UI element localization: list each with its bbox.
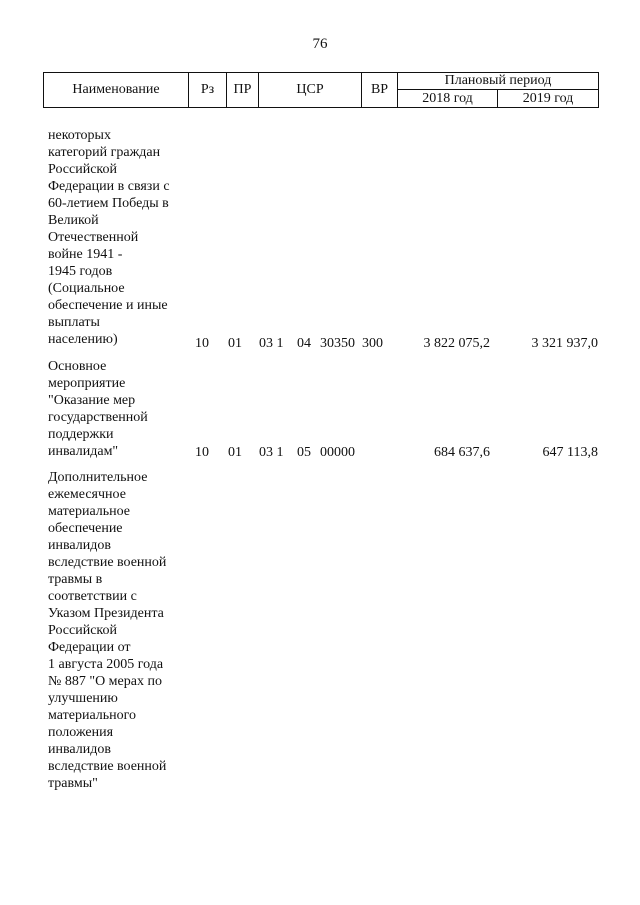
column-header-plan-period: Плановый период xyxy=(398,73,598,90)
row-pr: 01 xyxy=(228,336,242,351)
column-header-vr: ВР xyxy=(362,73,398,107)
row-rz: 10 xyxy=(195,336,209,351)
table-header xyxy=(43,72,599,108)
column-header-name: Наименование xyxy=(44,73,189,107)
page-number: 76 xyxy=(312,36,328,52)
table-row xyxy=(0,469,640,799)
row-value-2018: 3 822 075,2 xyxy=(423,336,490,351)
table-row xyxy=(0,358,640,463)
column-header-csr: ЦСР xyxy=(259,73,362,107)
row-value-2018: 684 637,6 xyxy=(434,445,490,460)
row-csr-event: 05 xyxy=(297,445,311,460)
row-name: некоторых категорий граждан Российской Федерации в связи с 60-летием Победы в Великой Отечественной войне 1941 - 1945 годов (Социальное обеспечение и иные выплаты населению) xyxy=(48,128,170,347)
row-value-2019: 3 321 937,0 xyxy=(531,336,598,351)
table-row xyxy=(0,127,640,352)
row-rz: 10 xyxy=(195,445,209,460)
row-pr: 01 xyxy=(228,445,242,460)
column-header-2019: 2019 год xyxy=(522,90,574,106)
row-csr-program: 03 1 xyxy=(259,336,284,351)
row-vr: 300 xyxy=(362,336,383,351)
row-value-2019: 647 113,8 xyxy=(542,445,598,460)
row-csr-event: 04 xyxy=(297,336,311,351)
row-csr-program: 03 1 xyxy=(259,445,284,460)
column-header-rz: Рз xyxy=(189,73,227,107)
row-csr-direction: 30350 xyxy=(320,336,355,351)
column-header-2018: 2018 год xyxy=(398,90,498,107)
column-header-pr: ПР xyxy=(227,73,259,107)
row-csr-direction: 00000 xyxy=(320,445,355,460)
row-name: Основное мероприятие "Оказание мер государственной поддержки инвалидам" xyxy=(48,359,148,459)
row-name: Дополнительное ежемесячное материальное обеспечение инвалидов вследствие военной травмы в соответствии с Указом Президента Российской Федерации от 1 августа 2005 года № 887 "О мерах по улучшению материального положения инвалидов вследствие военной травмы" xyxy=(48,470,167,791)
